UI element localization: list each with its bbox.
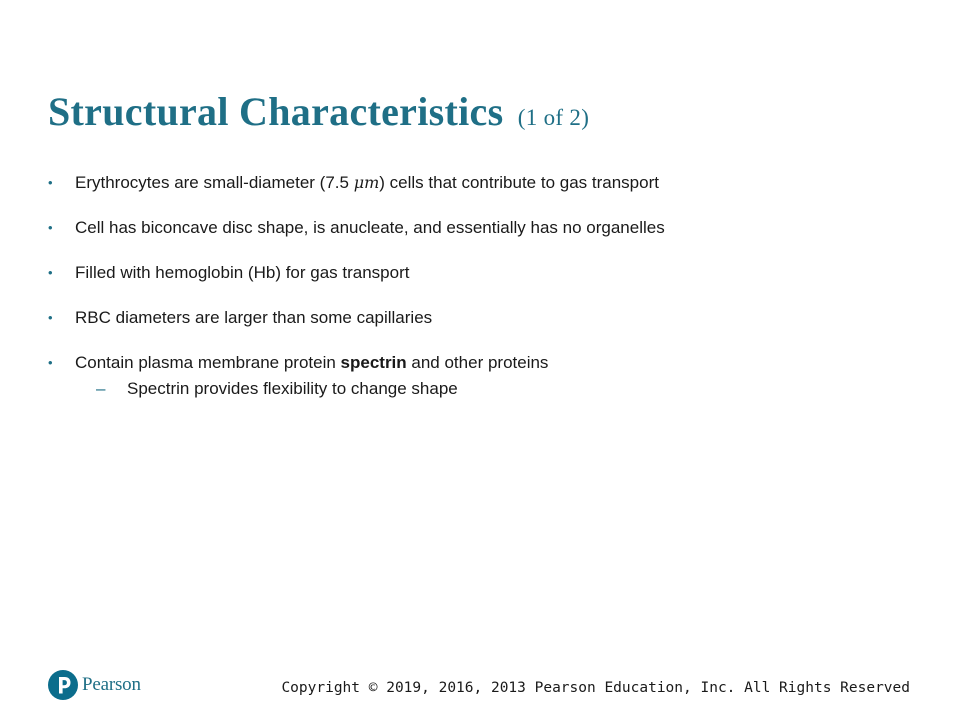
bullet-text: and other proteins [406, 353, 549, 372]
bullet-item-hemoglobin [48, 260, 928, 286]
bullet-text: RBC diameters are larger than some capillaries [75, 308, 433, 327]
slide-title-text: Structural Characteristics [48, 89, 504, 134]
bullet-dot-icon: • [48, 265, 53, 280]
sub-bullet-text: Spectrin provides flexibility to change shape [127, 379, 458, 398]
bullet-bold-term: spectrin [340, 353, 407, 372]
bullet-item-erythrocytes [48, 170, 928, 196]
pearson-logo-text: Pearson [82, 674, 141, 695]
bullet-text: ) cells that contribute to gas transport [379, 173, 659, 192]
pearson-logo [48, 670, 141, 700]
bullet-text: Filled with hemoglobin (Hb) for gas transport [75, 263, 410, 282]
unit-micrometer: μm [353, 173, 380, 192]
bullet-item-biconcave [48, 215, 928, 241]
slide-title [48, 88, 589, 135]
pearson-p-icon [48, 670, 78, 700]
bullet-dot-icon: • [48, 355, 53, 370]
bullet-dot-icon: • [48, 310, 53, 325]
bullet-list [48, 170, 928, 402]
bullet-dot-icon: • [48, 175, 53, 190]
bullet-dot-icon: • [48, 220, 53, 235]
sub-bullet-item-spectrin-flexibility [48, 376, 928, 402]
sub-bullet-dash-icon: – [96, 379, 106, 398]
bullet-text: Erythrocytes are small-diameter (7.5 [75, 173, 354, 192]
slide-title-page-indicator: (1 of 2) [517, 105, 590, 130]
bullet-text: Cell has biconcave disc shape, is anucleate, and essentially has no organelles [75, 218, 665, 237]
bullet-text: Contain plasma membrane protein [75, 353, 341, 372]
bullet-item-rbc-diameters [48, 305, 928, 331]
bullet-item-spectrin [48, 350, 928, 376]
copyright-notice: Copyright © 2019, 2016, 2013 Pearson Education, Inc. All Rights Reserved [281, 680, 910, 696]
